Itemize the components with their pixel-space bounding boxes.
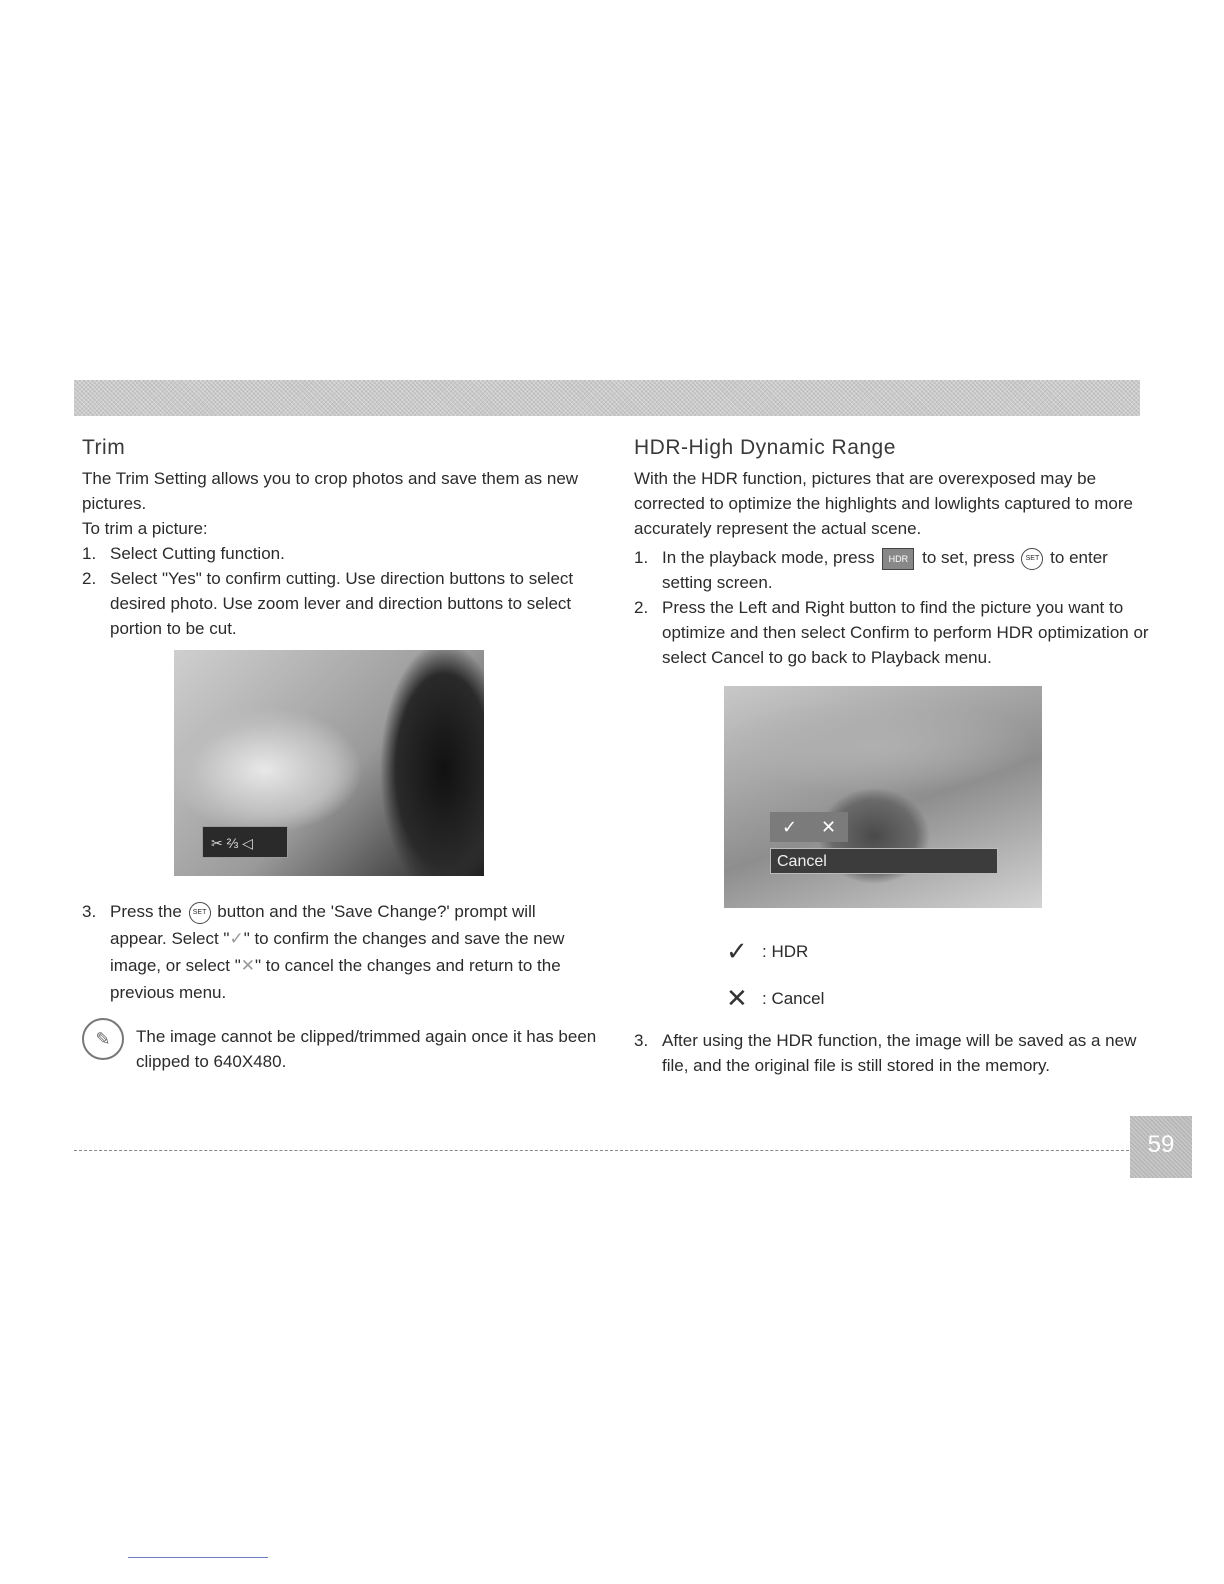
- step-number: 2.: [634, 598, 649, 617]
- trim-title: Trim: [82, 436, 126, 459]
- step-text-post: " to cancel the changes and return to the previous menu.: [110, 956, 561, 1002]
- legend-cancel: [726, 983, 824, 1014]
- trim-overlay-bar: ✂ ⅔ ◁: [202, 826, 288, 858]
- step-text-pre: Press the: [110, 902, 182, 921]
- cross-icon: ✕: [820, 817, 837, 837]
- trim-section: [82, 436, 592, 641]
- trim-note: [82, 1024, 602, 1074]
- hdr-steps: [634, 545, 1154, 670]
- hdr-step-3-block: [634, 1028, 1154, 1078]
- check-icon: ✓: [229, 929, 244, 948]
- set-button-icon: SET: [1021, 548, 1043, 570]
- step-text-mid: to set, press: [922, 548, 1015, 567]
- step-number: 3.: [82, 902, 97, 921]
- legend-label: : HDR: [762, 941, 809, 961]
- step-text: After using the HDR function, the image will be saved as a new file, and the original file is still stored in the memory.: [662, 1031, 1137, 1075]
- step-number: 3.: [634, 1031, 649, 1050]
- step-text-mid2: " to confirm the changes and save the new image, or select ": [110, 929, 565, 975]
- note-icon: ✎: [82, 1018, 124, 1060]
- trim-step-3-block: [82, 898, 592, 1006]
- hdr-intro: With the HDR function, pictures that are overexposed may be corrected to optimize the highlights and lowlights captured to more accurately represent the actual scene.: [634, 469, 1133, 538]
- step-number: 1.: [82, 544, 97, 563]
- trim-step-1: [82, 541, 592, 566]
- trim-step-3: [82, 898, 592, 1006]
- footer-divider: [74, 1150, 1134, 1151]
- hdr-step-1: [634, 545, 1154, 595]
- bottom-underline: [128, 1557, 268, 1558]
- step-number: 2.: [82, 569, 97, 588]
- trim-howto: To trim a picture:: [82, 519, 208, 538]
- hdr-button-icon: HDR: [882, 548, 914, 570]
- set-button-icon: SET: [189, 902, 211, 924]
- page-number: 59: [1130, 1116, 1192, 1178]
- hdr-section: [634, 436, 1154, 670]
- cross-icon: ✕: [726, 983, 748, 1013]
- step-text-mid: button and the 'Save Change?' prompt will appear. Select ": [110, 902, 536, 948]
- step-text-pre: In the playback mode, press: [662, 548, 875, 567]
- trim-steps: [82, 541, 592, 641]
- hdr-overlay-cancel: Cancel: [770, 848, 998, 874]
- legend-label: : Cancel: [762, 988, 825, 1008]
- check-icon: ✓: [726, 936, 748, 966]
- legend-hdr: [726, 936, 808, 967]
- header-band: [74, 380, 1140, 416]
- step-text: Select "Yes" to confirm cutting. Use direction buttons to select desired photo. Use zoom lever and direction buttons to select portion to be cut.: [110, 569, 574, 638]
- step-text: Select Cutting function.: [110, 544, 285, 563]
- hdr-step-2: [634, 595, 1154, 670]
- hdr-title: HDR-High Dynamic Range: [634, 436, 896, 459]
- step-number: 1.: [634, 548, 649, 567]
- trim-intro: The Trim Setting allows you to crop photos and save them as new pictures.: [82, 469, 579, 513]
- hdr-step-3: [634, 1028, 1154, 1078]
- trim-screen-photo: [174, 650, 484, 876]
- hdr-screen-photo: [724, 686, 1042, 908]
- trim-step-2: [82, 566, 592, 641]
- step-text-post: to enter setting screen.: [662, 548, 1108, 592]
- step-text: Press the Left and Right button to find the picture you want to optimize and then select Confirm to perform HDR optimization or select Cancel to go back to Playback menu.: [662, 598, 1149, 667]
- check-icon: ✓: [781, 817, 798, 837]
- hdr-overlay-icons: [770, 812, 848, 842]
- note-text: The image cannot be clipped/trimmed again once it has been clipped to 640X480.: [136, 1027, 597, 1071]
- cross-icon: ✕: [240, 956, 256, 975]
